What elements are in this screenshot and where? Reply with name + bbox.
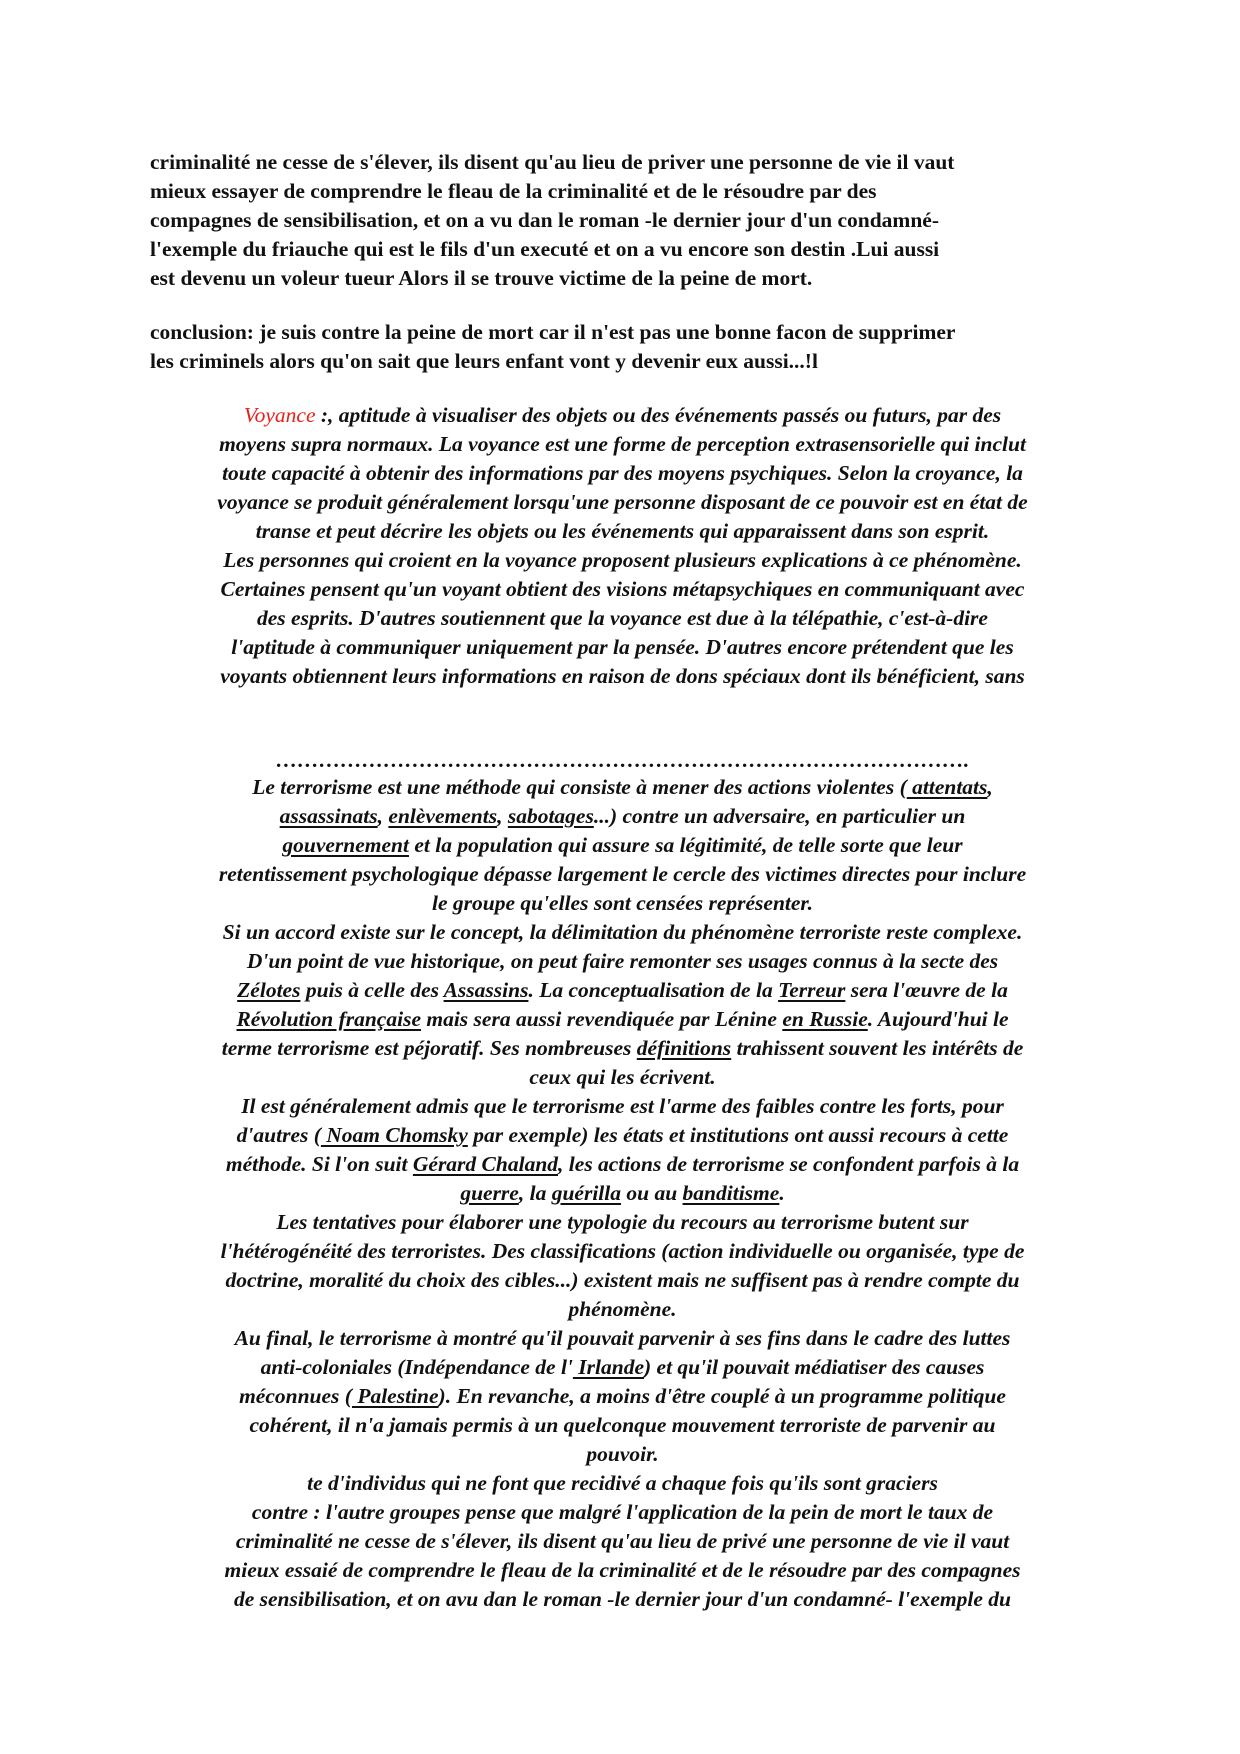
text-line: méthode. Si l'on suit Gérard Chaland, les actions de terrorisme se confondent parfois à la xyxy=(225,1152,1020,1176)
terrorism-paragraph xyxy=(150,773,1095,1469)
text-line: compagnes de sensibilisation, et on a vu dan le roman -le dernier jour d'un condamné- xyxy=(150,208,940,232)
text-line: Les tentatives pour élaborer une typologie du recours au terrorisme butent sur xyxy=(276,1210,969,1234)
link-gerard-chaland[interactable]: Gérard Chaland xyxy=(412,1152,559,1176)
link-attentats[interactable]: attentats xyxy=(906,775,988,799)
text-line: doctrine, moralité du choix des cibles...) existent mais ne suffisent pas à rendre compte du xyxy=(225,1268,1020,1292)
text-line: méconnues ( Palestine). En revanche, a moins d'être couplé à un programme politique xyxy=(239,1384,1006,1408)
text-line: toute capacité à obtenir des informations par des moyens psychiques. Selon la croyance, la xyxy=(222,461,1023,485)
link-revolution-francaise[interactable]: Révolution française xyxy=(236,1007,421,1031)
text-line: te d'individus qui ne font que recidivé a chaque fois qu'ils sont graciers xyxy=(307,1471,938,1495)
text-line: mieux essayer de comprendre le fleau de la criminalité et de le résoudre par des xyxy=(150,179,877,203)
text-line: voyants obtiennent leurs informations en raison de dons spéciaux dont ils bénéficient, sans xyxy=(220,664,1025,688)
text-line: transe et peut décrire les objets ou les événements qui apparaissent dans son esprit. xyxy=(255,519,990,543)
text-line: cohérent, il n'a jamais permis à un quelconque mouvement terroriste de parvenir au xyxy=(249,1413,996,1437)
link-terreur[interactable]: Terreur xyxy=(778,978,846,1002)
voyance-paragraph xyxy=(150,401,1095,691)
text-line: pouvoir. xyxy=(586,1442,659,1466)
closing-paragraph xyxy=(150,1469,1095,1614)
text-line: le groupe qu'elles sont censées représenter. xyxy=(431,891,813,915)
text-line: Révolution française mais sera aussi revendiquée par Lénine en Russie. Aujourd'hui le xyxy=(236,1007,1009,1031)
text-line: mieux essaié de comprendre le fleau de la criminalité et de le résoudre par des compagnes xyxy=(224,1558,1021,1582)
link-assassinats[interactable]: assassinats xyxy=(279,804,378,828)
text-line: Voyance :, aptitude à visualiser des objets ou des événements passés ou futurs, par des xyxy=(243,403,1002,427)
text-line: l'hétérogénéité des terroristes. Des classifications (action individuelle ou organisée, type de xyxy=(220,1239,1025,1263)
text-line: retentissement psychologique dépasse largement le cercle des victimes directes pour inclure xyxy=(218,862,1027,886)
link-definitions[interactable]: définitions xyxy=(636,1036,732,1060)
text-line: contre : l'autre groupes pense que malgré l'application de la pein de mort le taux de xyxy=(251,1500,994,1524)
text-line: criminalité ne cesse de s'élever, ils disent qu'au lieu de privé une personne de vie il vaut xyxy=(235,1529,1010,1553)
text-line: Certaines pensent qu'un voyant obtient des visions métapsychiques en communiquant avec xyxy=(220,577,1025,601)
text-line: phénomène. xyxy=(568,1297,677,1321)
text-line: des esprits. D'autres soutiennent que la voyance est due à la télépathie, c'est-à-dire xyxy=(257,606,988,630)
text-line: criminalité ne cesse de s'élever, ils disent qu'au lieu de priver une personne de vie il vaut xyxy=(150,150,955,174)
dotted-separator: ……………………………………………………………………………………. xyxy=(275,748,970,772)
text-line: anti-coloniales (Indépendance de l' Irlande) et qu'il pouvait médiatiser des causes xyxy=(260,1355,985,1379)
text-line: Il est généralement admis que le terrorisme est l'arme des faibles contre les forts, pour xyxy=(241,1094,1004,1118)
text-line: gouvernement et la population qui assure sa légitimité, de telle sorte que leur xyxy=(282,833,963,857)
text-line: Le terrorisme est une méthode qui consiste à mener des actions violentes ( attentats, xyxy=(252,775,993,799)
text-line: voyance se produit généralement lorsqu'une personne disposant de ce pouvoir est en état de xyxy=(217,490,1028,514)
text-line: de sensibilisation, et on avu dan le roman -le dernier jour d'un condamné- l'exemple du xyxy=(233,1587,1012,1611)
conclusion-paragraph xyxy=(150,318,1095,376)
text-line: ceux qui les écrivent. xyxy=(529,1065,716,1089)
link-noam-chomsky[interactable]: Noam Chomsky xyxy=(320,1123,468,1147)
link-gouvernement[interactable]: gouvernement xyxy=(282,833,409,857)
text-line: est devenu un voleur tueur Alors il se trouve victime de la peine de mort. xyxy=(150,266,813,290)
text-line: les criminels alors qu'on sait que leurs enfant vont y devenir eux aussi...!l xyxy=(150,349,818,373)
link-sabotages[interactable]: sabotages xyxy=(507,804,594,828)
text-line: Les personnes qui croient en la voyance proposent plusieurs explications à ce phénomène. xyxy=(223,548,1022,572)
text-line: terme terrorisme est péjoratif. Ses nombreuses définitions trahissent souvent les intérêts de xyxy=(221,1036,1024,1060)
link-irlande[interactable]: Irlande xyxy=(572,1355,644,1379)
text-line: conclusion: je suis contre la peine de mort car il n'est pas une bonne facon de supprimer xyxy=(150,320,956,344)
document-page xyxy=(150,148,1095,1614)
text-line: l'aptitude à communiquer uniquement par la pensée. D'autres encore prétendent que les xyxy=(231,635,1014,659)
text-line: Si un accord existe sur le concept, la délimitation du phénomène terroriste reste complexe. xyxy=(222,920,1023,944)
voyance-title: Voyance xyxy=(243,403,316,427)
text-line: d'autres ( Noam Chomsky par exemple) les états et institutions ont aussi recours à cette xyxy=(236,1123,1009,1147)
text-line: assassinats, enlèvements, sabotages...) contre un adversaire, en particulier un xyxy=(279,804,966,828)
link-guerilla[interactable]: guérilla xyxy=(551,1181,621,1205)
link-zelotes[interactable]: Zélotes xyxy=(237,978,301,1002)
intro-paragraph xyxy=(150,148,1095,293)
link-en-russie[interactable]: en Russie xyxy=(782,1007,868,1031)
link-banditisme[interactable]: banditisme xyxy=(682,1181,780,1205)
text-line: moyens supra normaux. La voyance est une forme de perception extrasensorielle qui inclut xyxy=(219,432,1026,456)
text-line: Zélotes puis à celle des Assassins. La conceptualisation de la Terreur sera l'œuvre de la xyxy=(237,978,1008,1002)
text-line: l'exemple du friauche qui est le fils d'un executé et on a vu encore son destin .Lui aussi xyxy=(150,237,940,261)
link-enlevements[interactable]: enlèvements xyxy=(388,804,498,828)
text-line: Au final, le terrorisme à montré qu'il pouvait parvenir à ses fins dans le cadre des luttes xyxy=(234,1326,1011,1350)
link-assassins[interactable]: Assassins xyxy=(443,978,529,1002)
link-palestine[interactable]: Palestine xyxy=(351,1384,439,1408)
text-line: D'un point de vue historique, on peut faire remonter ses usages connus à la secte des xyxy=(246,949,999,973)
link-guerre[interactable]: guerre xyxy=(460,1181,519,1205)
text-line: guerre, la guérilla ou au banditisme. xyxy=(460,1181,785,1205)
